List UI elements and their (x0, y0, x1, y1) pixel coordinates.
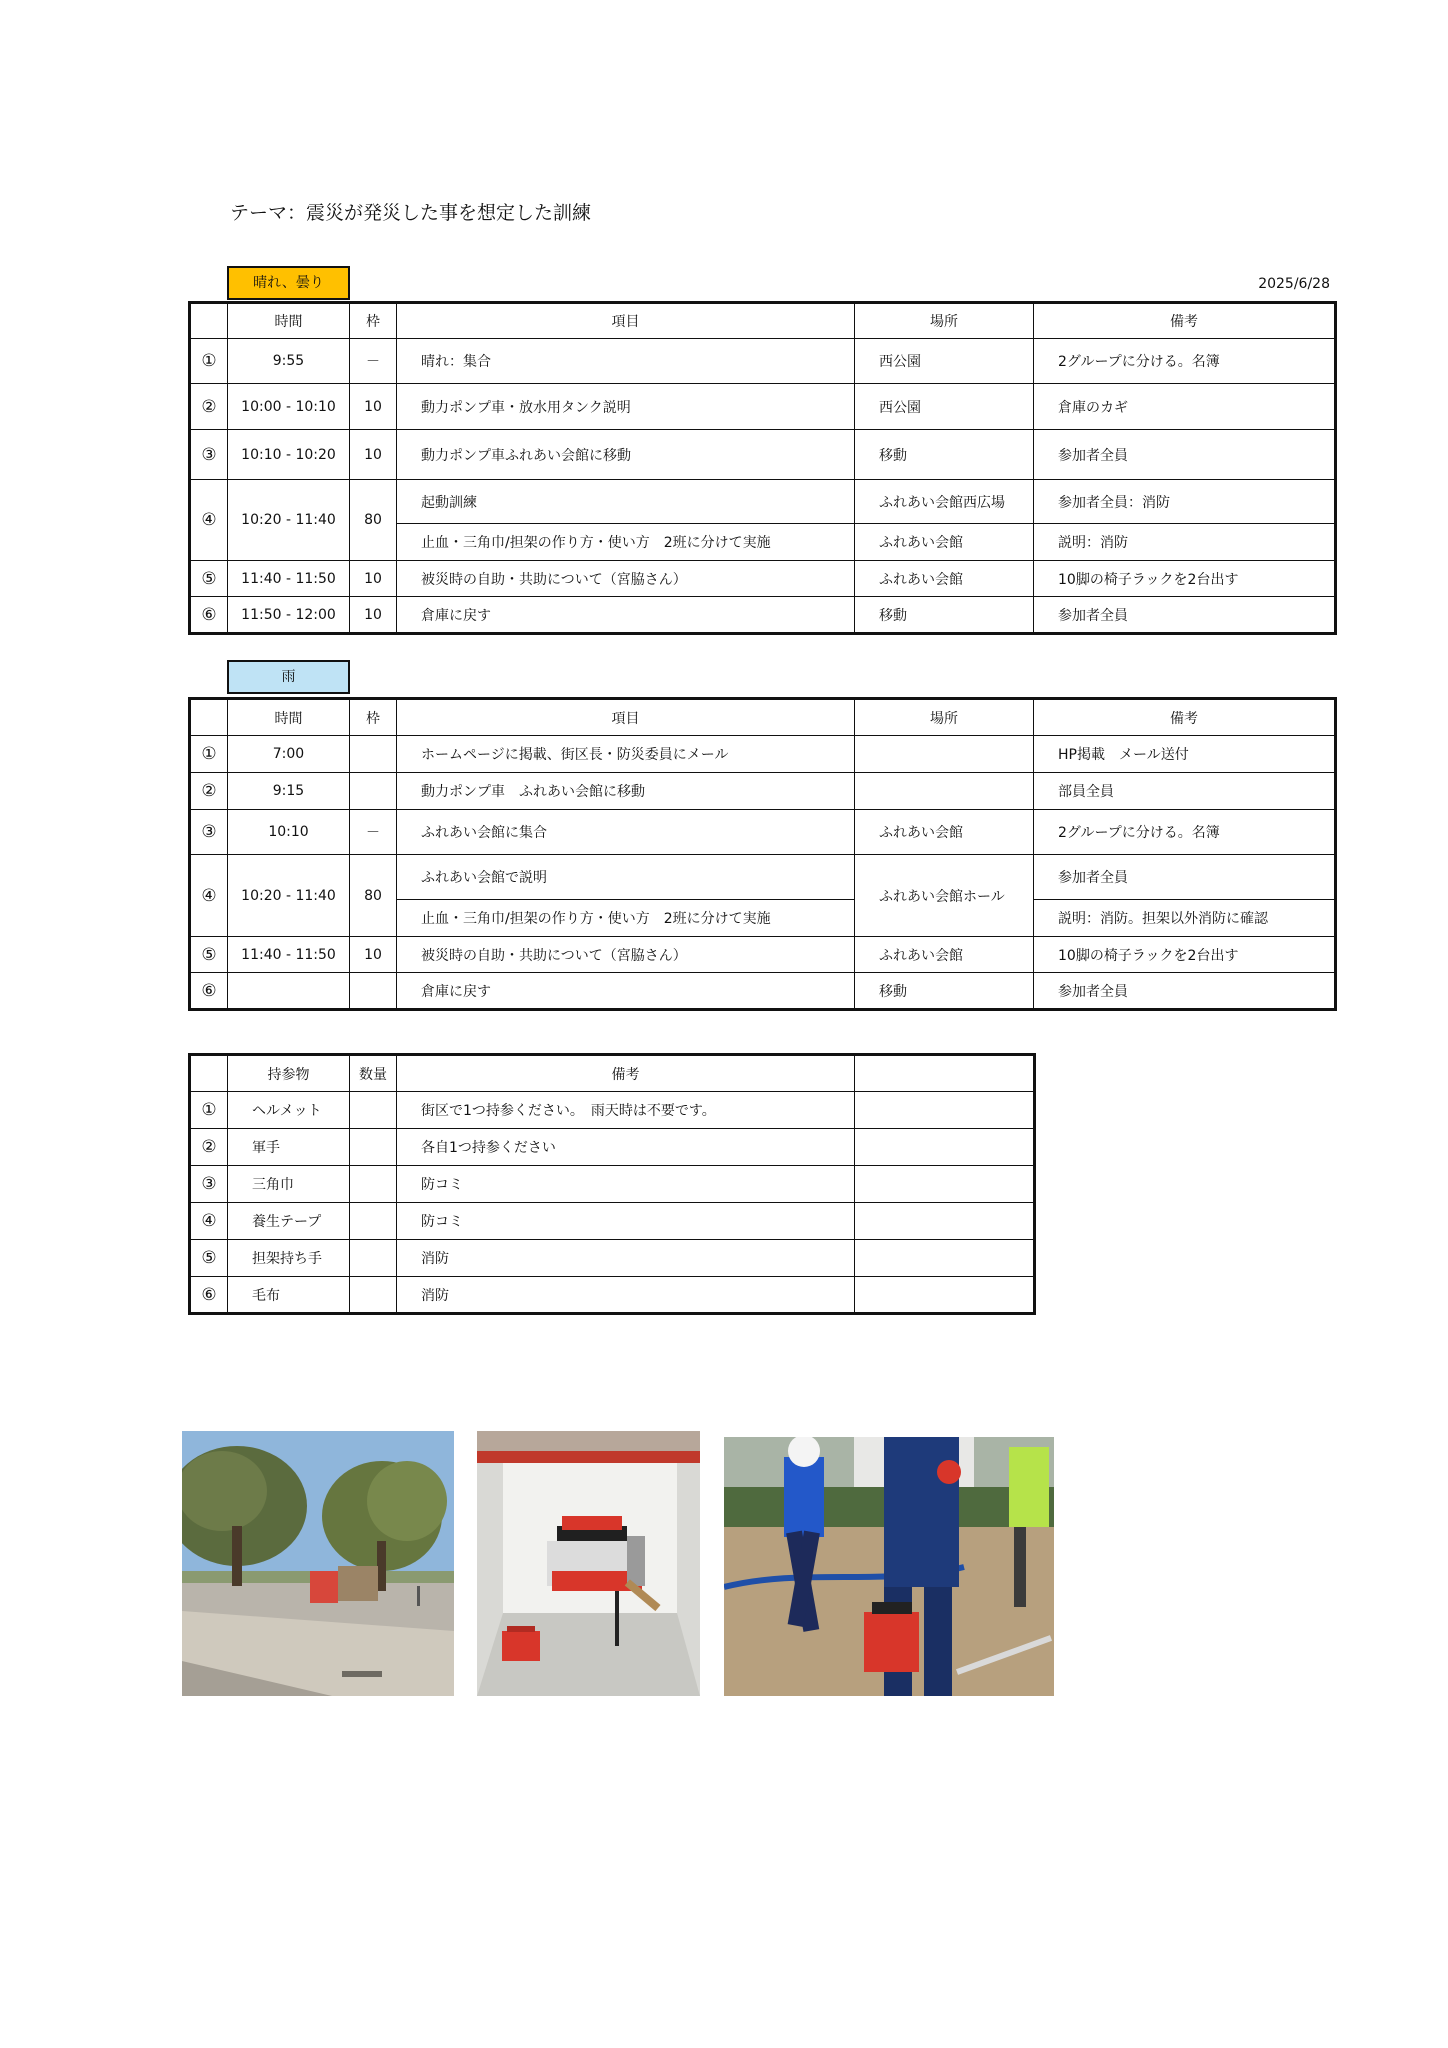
row-item: 被災時の自助・共助について（宮脇さん） (397, 937, 855, 973)
row-place: ふれあい会館 (855, 524, 1034, 561)
row-note: 説明：消防 (1034, 524, 1336, 561)
row-place: 西公園 (855, 339, 1034, 384)
row-slot: 10 (350, 597, 397, 634)
row-item: 晴れ：集合 (397, 339, 855, 384)
row-item-name: 担架持ち手 (228, 1240, 350, 1277)
row-time: 7:00 (228, 736, 350, 773)
document-date: 2025/6/28 (1258, 276, 1330, 292)
fair-weather-schedule-table (188, 301, 1337, 635)
header-blank (855, 1055, 1035, 1092)
row-number: ⑤ (190, 1240, 228, 1277)
row-item: 被災時の自助・共助について（宮脇さん） (397, 561, 855, 597)
row-number: ② (190, 384, 228, 430)
row-place (855, 736, 1034, 773)
row-note: 部員全員 (1034, 773, 1336, 810)
row-slot: 10 (350, 430, 397, 480)
row-slot: 80 (350, 855, 397, 937)
row-slot: 10 (350, 561, 397, 597)
table-row (190, 937, 1336, 973)
fair-weather-tag: 晴れ、曇り (227, 266, 350, 300)
table-header-row (190, 699, 1336, 736)
row-item: 倉庫に戻す (397, 597, 855, 634)
row-slot: 10 (350, 937, 397, 973)
row-blank (855, 1129, 1035, 1166)
row-item: 止血・三角巾/担架の作り方・使い方 2班に分けて実施 (397, 900, 855, 937)
table-row (190, 561, 1336, 597)
header-time: 時間 (228, 303, 350, 339)
row-note: 消防 (397, 1240, 855, 1277)
header-number (190, 1055, 228, 1092)
row-item: ふれあい会館に集合 (397, 810, 855, 855)
table-header-row (190, 303, 1336, 339)
header-time: 時間 (228, 699, 350, 736)
row-time: 9:55 (228, 339, 350, 384)
row-blank (855, 1240, 1035, 1277)
row-item: 止血・三角巾/担架の作り方・使い方 2班に分けて実施 (397, 524, 855, 561)
row-time: 10:10 (228, 810, 350, 855)
row-number: ⑥ (190, 597, 228, 634)
header-place: 場所 (855, 303, 1034, 339)
table-row (190, 597, 1336, 634)
row-item: 起動訓練 (397, 480, 855, 524)
row-note: 各自1つ持参ください (397, 1129, 855, 1166)
row-blank (855, 1277, 1035, 1314)
header-slot: 枠 (350, 303, 397, 339)
row-quantity (350, 1277, 397, 1314)
row-item: 倉庫に戻す (397, 973, 855, 1010)
row-time: 11:40 - 11:50 (228, 937, 350, 973)
table-row (190, 1277, 1035, 1314)
row-place: ふれあい会館 (855, 810, 1034, 855)
row-place: 移動 (855, 430, 1034, 480)
row-number: ② (190, 773, 228, 810)
header-note: 備考 (1034, 303, 1336, 339)
row-place: ふれあい会館西広場 (855, 480, 1034, 524)
storage-photo-image (477, 1431, 700, 1696)
row-blank (855, 1166, 1035, 1203)
row-note: 参加者全員 (1034, 973, 1336, 1010)
row-slot: － (350, 810, 397, 855)
table-row (190, 480, 1336, 524)
row-quantity (350, 1240, 397, 1277)
row-item: 動力ポンプ車ふれあい会館に移動 (397, 430, 855, 480)
park-photo (182, 1431, 454, 1696)
row-slot: 10 (350, 384, 397, 430)
items-to-bring-table (188, 1053, 1036, 1315)
row-note: 倉庫のカギ (1034, 384, 1336, 430)
header-number (190, 699, 228, 736)
table-row (190, 736, 1336, 773)
row-note: 防コミ (397, 1166, 855, 1203)
row-slot: 80 (350, 480, 397, 561)
row-number: ① (190, 736, 228, 773)
row-number: ③ (190, 1166, 228, 1203)
header-item: 項目 (397, 699, 855, 736)
row-item-name: 養生テープ (228, 1203, 350, 1240)
row-item: 動力ポンプ車 ふれあい会館に移動 (397, 773, 855, 810)
row-number: ⑤ (190, 561, 228, 597)
row-slot (350, 736, 397, 773)
table-row (190, 1203, 1035, 1240)
table-row (190, 773, 1336, 810)
table-row (190, 1129, 1035, 1166)
row-quantity (350, 1129, 397, 1166)
header-note: 備考 (1034, 699, 1336, 736)
row-place: ふれあい会館 (855, 937, 1034, 973)
row-time: 10:20 - 11:40 (228, 855, 350, 937)
row-note: 2グループに分ける。名簿 (1034, 339, 1336, 384)
row-number: ⑤ (190, 937, 228, 973)
row-number: ⑥ (190, 973, 228, 1010)
training-photo (724, 1437, 1054, 1696)
row-number: ③ (190, 810, 228, 855)
park-photo-image (182, 1431, 454, 1696)
table-row (190, 430, 1336, 480)
row-note: 10脚の椅子ラックを2台出す (1034, 561, 1336, 597)
row-note: 参加者全員：消防 (1034, 480, 1336, 524)
row-number: ② (190, 1129, 228, 1166)
table-row (190, 973, 1336, 1010)
row-time: 10:10 - 10:20 (228, 430, 350, 480)
row-number: ③ (190, 430, 228, 480)
row-note: 街区で1つ持参ください。 雨天時は不要です。 (397, 1092, 855, 1129)
page-title: テーマ：震災が発災した事を想定した訓練 (230, 202, 592, 224)
row-item-name: ヘルメット (228, 1092, 350, 1129)
row-slot (350, 773, 397, 810)
table-row (190, 1092, 1035, 1129)
row-item-name: 軍手 (228, 1129, 350, 1166)
row-time (228, 973, 350, 1010)
row-slot (350, 973, 397, 1010)
table-row (190, 855, 1336, 900)
row-quantity (350, 1166, 397, 1203)
row-time: 11:40 - 11:50 (228, 561, 350, 597)
row-item: ホームページに掲載、街区長・防災委員にメール (397, 736, 855, 773)
row-item: 動力ポンプ車・放水用タンク説明 (397, 384, 855, 430)
row-place: ふれあい会館 (855, 561, 1034, 597)
header-item-name: 持参物 (228, 1055, 350, 1092)
row-note: 参加者全員 (1034, 855, 1336, 900)
header-number (190, 303, 228, 339)
header-quantity: 数量 (350, 1055, 397, 1092)
row-number: ④ (190, 1203, 228, 1240)
table-row (190, 384, 1336, 430)
rain-schedule-table (188, 697, 1337, 1011)
row-quantity (350, 1203, 397, 1240)
row-note: 防コミ (397, 1203, 855, 1240)
row-note: 参加者全員 (1034, 597, 1336, 634)
row-number: ① (190, 339, 228, 384)
row-note: 消防 (397, 1277, 855, 1314)
row-note: 2グループに分ける。名簿 (1034, 810, 1336, 855)
row-place: 移動 (855, 973, 1034, 1010)
row-number: ④ (190, 855, 228, 937)
row-place: 移動 (855, 597, 1034, 634)
row-item-name: 三角巾 (228, 1166, 350, 1203)
row-blank (855, 1203, 1035, 1240)
table-row (190, 1240, 1035, 1277)
row-number: ④ (190, 480, 228, 561)
row-item-name: 毛布 (228, 1277, 350, 1314)
header-note: 備考 (397, 1055, 855, 1092)
rain-tag: 雨 (227, 660, 350, 694)
row-quantity (350, 1092, 397, 1129)
row-note: HP掲載 メール送付 (1034, 736, 1336, 773)
row-blank (855, 1092, 1035, 1129)
row-slot: － (350, 339, 397, 384)
header-item: 項目 (397, 303, 855, 339)
row-place: ふれあい会館ホール (855, 855, 1034, 937)
row-note: 参加者全員 (1034, 430, 1336, 480)
row-number: ⑥ (190, 1277, 228, 1314)
table-row (190, 1166, 1035, 1203)
table-header-row (190, 1055, 1035, 1092)
row-item: ふれあい会館で説明 (397, 855, 855, 900)
storage-photo (477, 1431, 700, 1696)
row-time: 11:50 - 12:00 (228, 597, 350, 634)
table-row (190, 810, 1336, 855)
header-place: 場所 (855, 699, 1034, 736)
row-number: ① (190, 1092, 228, 1129)
row-note: 説明：消防。担架以外消防に確認 (1034, 900, 1336, 937)
training-photo-image (724, 1437, 1054, 1696)
row-place: 西公園 (855, 384, 1034, 430)
row-place (855, 773, 1034, 810)
row-note: 10脚の椅子ラックを2台出す (1034, 937, 1336, 973)
row-time: 9:15 (228, 773, 350, 810)
table-row (190, 339, 1336, 384)
row-time: 10:20 - 11:40 (228, 480, 350, 561)
header-slot: 枠 (350, 699, 397, 736)
row-time: 10:00 - 10:10 (228, 384, 350, 430)
